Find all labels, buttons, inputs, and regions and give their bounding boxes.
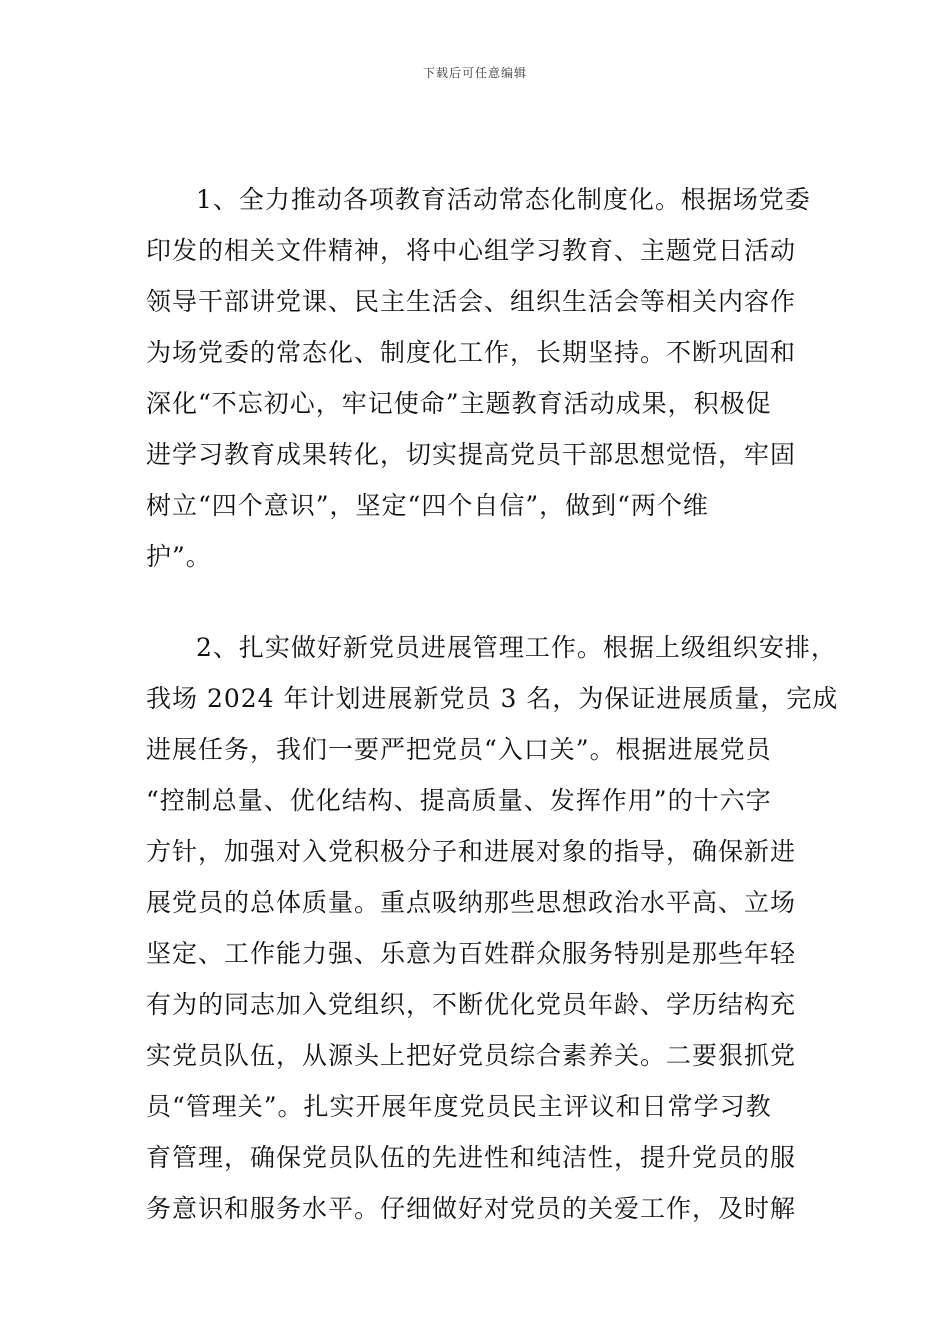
paragraph-line: 进展任务，我们一要严把党员“入口关”。根据进展党员 bbox=[146, 735, 772, 764]
paragraph-line: 展党员的总体质量。重点吸纳那些思想政治水平高、立场 bbox=[146, 888, 797, 917]
paragraph-line: 务意识和服务水平。仔细做好对党员的关爱工作，及时解 bbox=[146, 1194, 797, 1223]
paragraph-line: 我场 2024 年计划进展新党员 3 名，为保证进展质量，完成 bbox=[146, 684, 839, 713]
paragraph-line: 坚定、工作能力强、乐意为百姓群众服务特别是那些年轻 bbox=[146, 939, 797, 968]
paragraph-line: 员“管理关”。扎实开展年度党员民主评议和日常学习教 bbox=[146, 1092, 772, 1121]
paragraph-line: 进学习教育成果转化，切实提高党员干部思想觉悟，牢固 bbox=[146, 440, 797, 469]
paragraph-line: “控制总量、优化结构、提高质量、发挥作用”的十六字 bbox=[146, 786, 772, 815]
paragraph-line: 为场党委的常态化、制度化工作，长期坚持。不断巩固和 bbox=[146, 338, 797, 367]
paragraph-line: 护”。 bbox=[146, 542, 212, 571]
paragraph-2 bbox=[146, 622, 839, 1234]
paragraph-line: 深化“不忘初心，牢记使命”主题教育活动成果，积极促 bbox=[146, 389, 772, 418]
paragraph-line: 有为的同志加入党组织，不断优化党员年龄、学历结构充 bbox=[146, 990, 797, 1019]
paragraph-line: 方针，加强对入党积极分子和进展对象的指导，确保新进 bbox=[146, 837, 797, 866]
paragraph-line: 2、扎实做好新党员进展管理工作。根据上级组织安排， bbox=[196, 633, 837, 662]
paragraph-line: 1、全力推动各项教育活动常态化制度化。根据场党委 bbox=[196, 185, 811, 214]
paragraph-line: 印发的相关文件精神，将中心组学习教育、主题党日活动 bbox=[146, 236, 797, 265]
paragraph-line: 育管理，确保党员队伍的先进性和纯洁性，提升党员的服 bbox=[146, 1143, 797, 1172]
paragraph-1 bbox=[146, 174, 826, 582]
paragraph-line: 实党员队伍，从源头上把好党员综合素养关。二要狠抓党 bbox=[146, 1041, 797, 1070]
paragraph-line: 树立“四个意识”，坚定“四个自信”，做到“两个维 bbox=[146, 491, 709, 520]
paragraph-line: 领导干部讲党课、民主生活会、组织生活会等相关内容作 bbox=[146, 287, 797, 316]
page-header-note: 下载后可任意编辑 bbox=[422, 66, 527, 80]
